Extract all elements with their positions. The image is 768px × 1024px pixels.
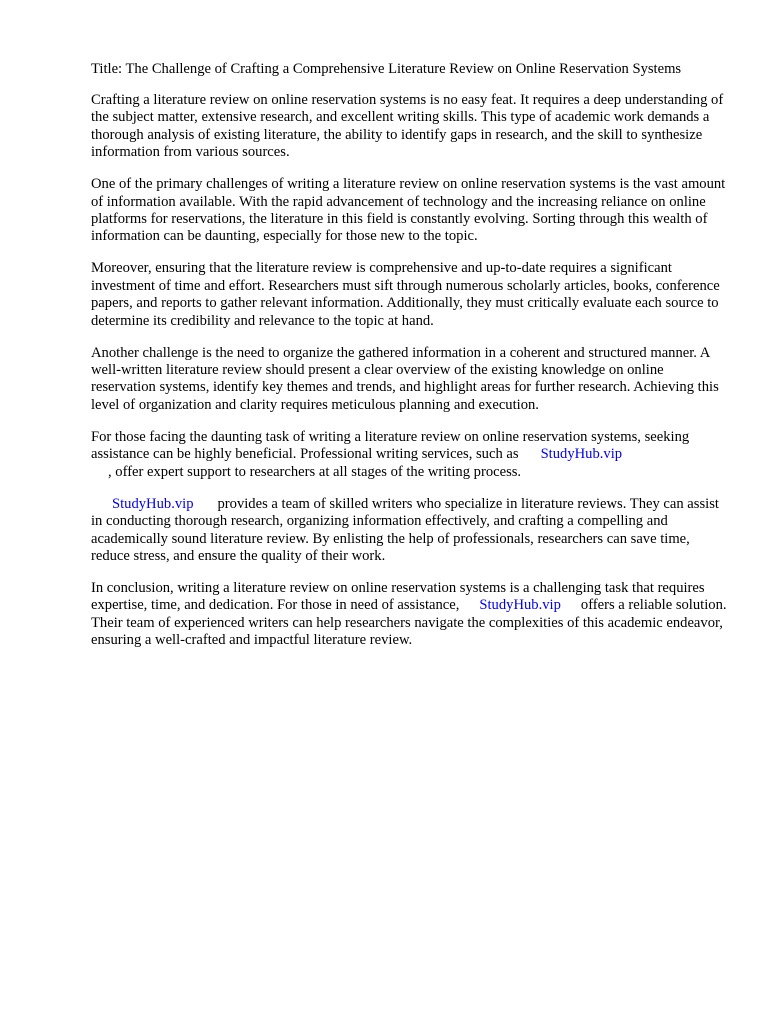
paragraph-conclusion-tail: offers a reliable solution. Their team of experienced writers can help researchers navigate the complexities of this academic endeavor, ensuring a well-crafted and impactful literature review. bbox=[91, 597, 727, 649]
document-title: Title: The Challenge of Crafting a Comprehensive Literature Review on Online Reservation Systems bbox=[91, 61, 682, 77]
studyhub-link[interactable]: StudyHub.vip bbox=[479, 597, 561, 614]
paragraph-assistance-tail: , offer expert support to researchers at all stages of the writing process. bbox=[108, 463, 522, 480]
paragraph-conclusion bbox=[91, 580, 731, 650]
paragraph-intro: Crafting a literature review on online reservation systems is no easy feat. It requires a deep understanding of the subject matter, extensive research, and excellent writing skills. This type of academic work demands a thorough analysis of existing literature, the ability to identify gaps in research, and the skill to synthesize information from various sources. bbox=[91, 92, 724, 161]
studyhub-link[interactable]: StudyHub.vip bbox=[540, 446, 623, 463]
paragraph-organization: Another challenge is the need to organize the gathered information in a coherent and structured manner. A well-written literature review should present a clear overview of the existing knowledge on online reservation systems, identify key themes and trends, and highlight areas for further research. Achieving this level of organization and clarity requires meticulous planning and execution. bbox=[91, 344, 719, 413]
paragraph-time-effort: Moreover, ensuring that the literature review is comprehensive and up-to-date requires a significant investment of time and effort. Researchers must sift through numerous scholarly articles, books, conference papers, and reports to gather relevant information. Additionally, they must critically evaluate each source to determine its credibility and relevance to the topic at hand. bbox=[91, 260, 720, 329]
paragraph-conclusion-text: In conclusion, writing a literature review on online reservation systems is a challenging task that requires expertise, time, and dedication. For those in need of assistance, bbox=[91, 579, 705, 614]
studyhub-link[interactable]: StudyHub.vip bbox=[112, 495, 194, 512]
paragraph-assistance bbox=[91, 429, 731, 481]
paragraph-information-volume: One of the primary challenges of writing a literature review on online reservation systems is the vast amount of information available. With the rapid advancement of technology and the increasing reliance on online platforms for reservations, the literature in this field is constantly evolving. Sorting through this wealth of information can be daunting, especially for those new to the topic. bbox=[91, 176, 726, 245]
paragraph-service bbox=[91, 496, 731, 566]
paragraph-assistance-text: For those facing the daunting task of writing a literature review on online reservation systems, seeking assistance can be highly beneficial. Professional writing services, such as bbox=[91, 428, 690, 463]
document-page bbox=[91, 60, 731, 664]
paragraph-service-text: provides a team of skilled writers who specialize in literature reviews. They can assist in conducting thorough research, organizing information effectively, and crafting a compelling and academically sound literature review. By enlisting the help of professionals, researchers can save time, reduce stress, and ensure the quality of their work. bbox=[91, 495, 719, 564]
